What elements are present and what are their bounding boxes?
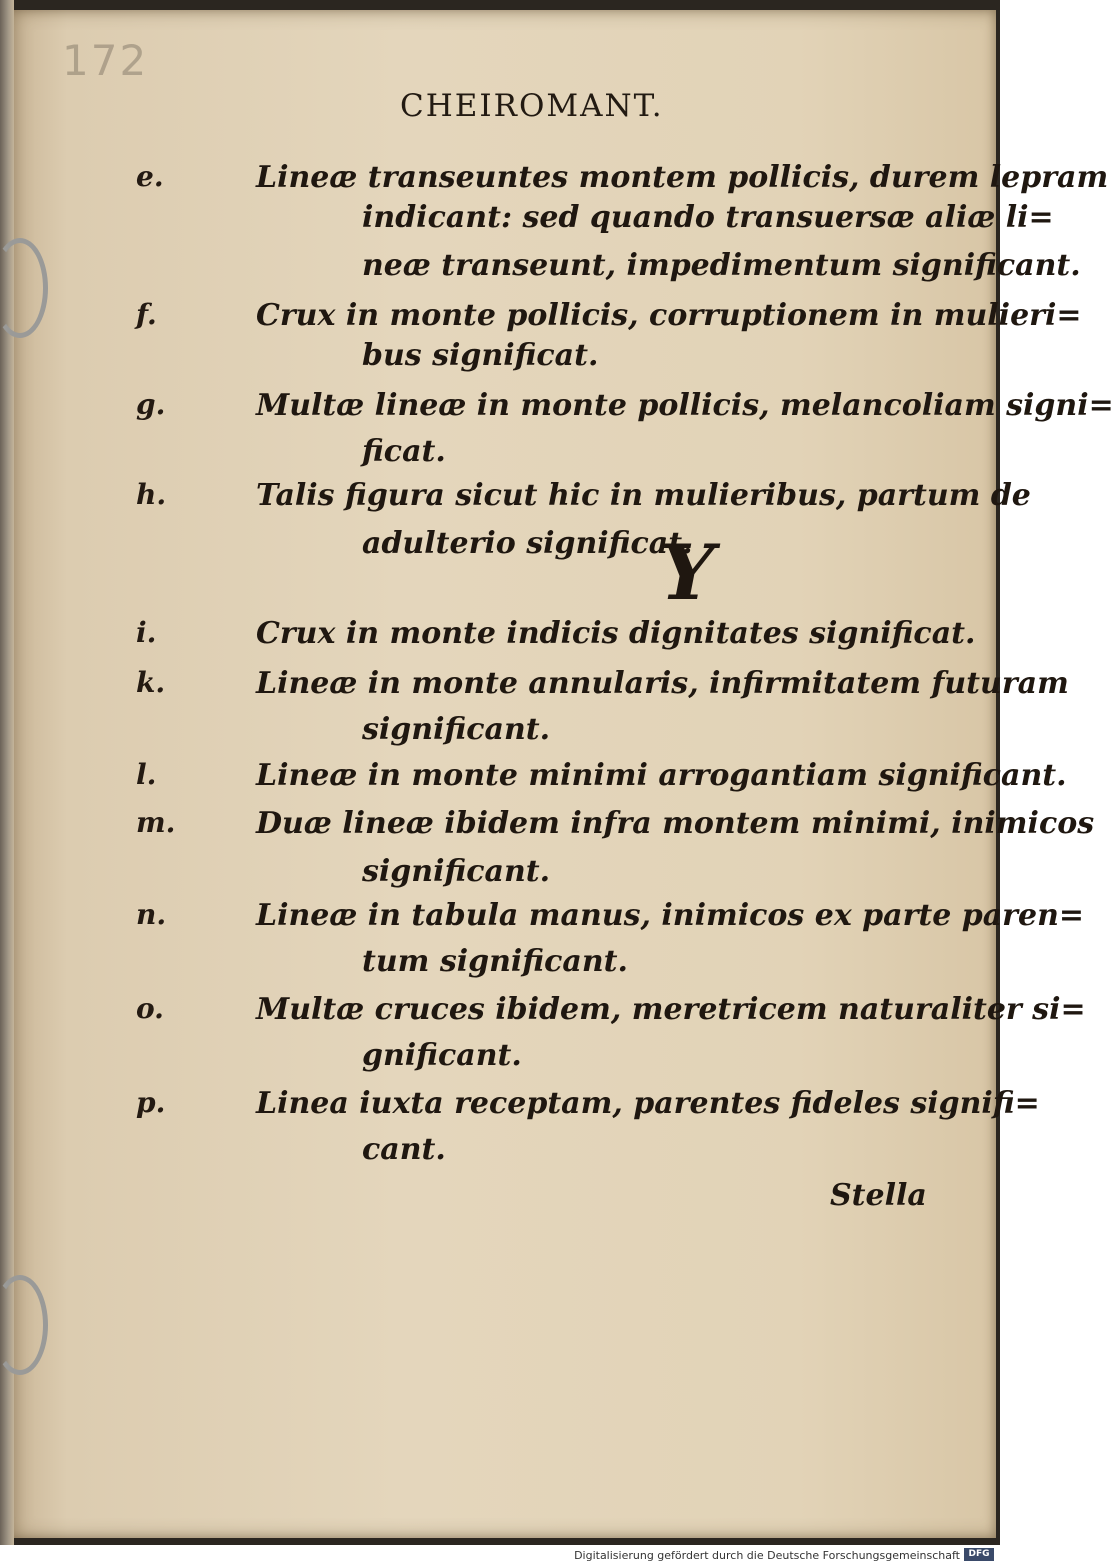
entry-line: Crux in monte pollicis, corruptionem in mulieri= [256, 298, 1082, 333]
dfg-logo-icon: DFG [964, 1548, 994, 1561]
entry-line: gnificant. [362, 1038, 522, 1073]
entry-line: Crux in monte indicis dignitates significat. [256, 616, 976, 651]
entry-line: bus significat. [362, 338, 599, 373]
entry-line: neæ transeunt, impedimentum significant. [362, 248, 1081, 283]
entry-line: Multæ lineæ in monte pollicis, melancoliam signi= [256, 388, 1114, 423]
footer-credit: Digitalisierung gefördert durch die Deutsche Forschungsgemeinschaft [574, 1549, 960, 1562]
entry-line: indicant: sed quando transuersæ aliæ li= [362, 200, 1054, 235]
entry-line: Linea iuxta receptam, parentes fideles signifi= [256, 1086, 1040, 1121]
entry-line: Lineæ in monte annularis, infirmitatem futuram [256, 666, 1069, 701]
entry-line: significant. [362, 854, 551, 889]
entry-line: Talis figura sicut hic in mulieribus, partum de [256, 478, 1031, 513]
entry-marker: f. [136, 298, 157, 331]
folio-number: 172 [62, 36, 149, 85]
catchword: Stella [830, 1178, 927, 1213]
entry-line: tum significant. [362, 944, 628, 979]
footer-bar [0, 1545, 1000, 1565]
entry-marker: m. [136, 806, 176, 839]
entry-marker: e. [136, 160, 164, 193]
entry-line: adulterio significat. [362, 526, 693, 561]
running-head: CHEIROMANT. [400, 88, 664, 124]
entry-marker: o. [136, 992, 164, 1025]
entry-line: Lineæ in monte minimi arrogantiam significant. [256, 758, 1067, 793]
entry-marker: i. [136, 616, 157, 649]
entry-marker: n. [136, 898, 167, 931]
entry-line: Multæ cruces ibidem, meretricem naturaliter si= [256, 992, 1086, 1027]
entry-line: Lineæ in tabula manus, inimicos ex parte paren= [256, 898, 1085, 933]
entry-marker: p. [136, 1086, 166, 1119]
entry-line: cant. [362, 1132, 446, 1167]
entry-marker: h. [136, 478, 167, 511]
entry-marker: l. [136, 758, 157, 791]
palm-line-figure: Y [660, 528, 715, 617]
entry-line: Duæ lineæ ibidem infra montem minimi, inimicos [256, 806, 1095, 841]
entry-line: significant. [362, 712, 551, 747]
entry-line: ficat. [362, 434, 446, 469]
entry-line: Lineæ transeuntes montem pollicis, durem lepram [256, 160, 1109, 195]
entry-marker: g. [136, 388, 166, 421]
entry-marker: k. [136, 666, 166, 699]
